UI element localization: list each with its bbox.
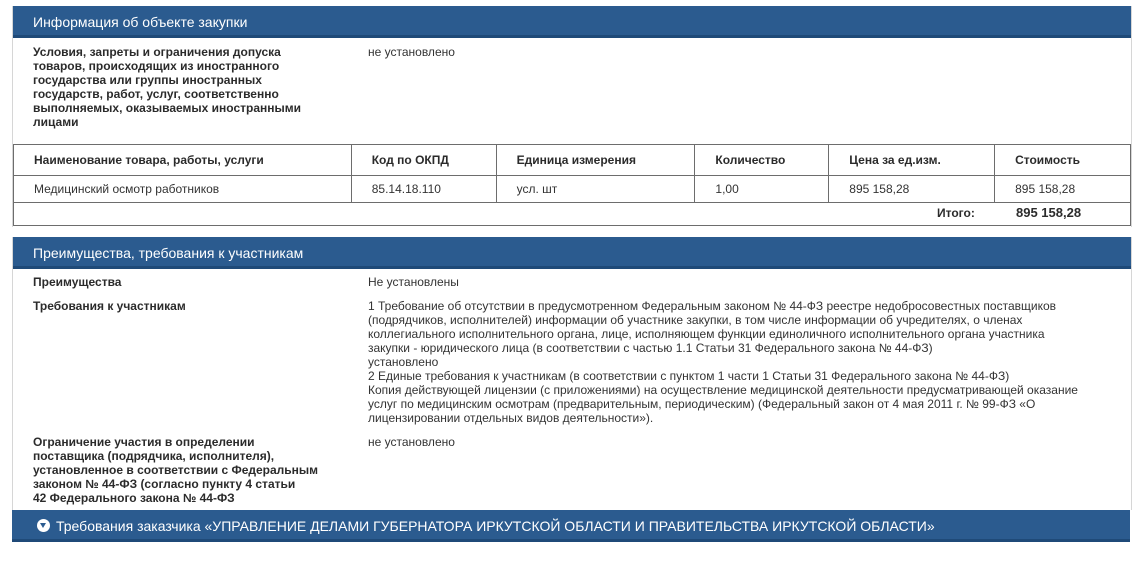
total-label: Итого: <box>937 206 975 220</box>
object-info-panel <box>12 6 1132 227</box>
col-header-price: Цена за ед.изм. <box>829 145 995 176</box>
cell-quantity: 1,00 <box>695 176 829 203</box>
advantages-header: Преимущества, требования к участникам <box>13 237 1131 269</box>
advantages-panel <box>12 237 1132 510</box>
cell-price: 895 158,28 <box>829 176 995 203</box>
total-row <box>13 201 1131 226</box>
conditions-value: не установлено <box>368 45 455 59</box>
customer-requirements-title: Требования заказчика «УПРАВЛЕНИЕ ДЕЛАМИ ГУБЕРНАТОРА ИРКУТСКОЙ ОБЛАСТИ И ПРАВИТЕЛЬСТВА ИРКУТСКОЙ ОБЛАСТИ» <box>56 518 935 534</box>
conditions-label: Условия, запреты и ограничения допуска товаров, происходящих из иностранного государства или группы иностранных государств, работ, услуг, соответственно выполняемых, оказываемых иностранными лицами <box>33 45 302 129</box>
col-header-name: Наименование товара, работы, услуги <box>14 145 352 176</box>
col-header-quantity: Количество <box>695 145 829 176</box>
requirements-value: 1 Требование об отсутствии в предусмотренном Федеральным законом № 44-ФЗ реестре недобросовестных поставщиков (подрядчиков, исполнителей) информации об участнике закупки, в том числе информации об учредителях, о членах коллегиального исполнительного органа, лице, исполняющем функции единоличного исполнительного органа участника закупки - юридического лица (в соответствии с частью 1.1 Статьи 31 Федерального закона № 44-ФЗ) установлено 2 Единые требования к участникам (в соответствии с пунктом 1 части 1 Статьи 31 Федерального закона № 44-ФЗ) Копия действующей лицензии (с приложениями) на осуществление медицинской деятельности предусматривающей оказание услуг по медицинским осмотрам (предварительным, периодическим) (Федеральный закон от 4 мая 2011 г. № 99-ФЗ «О лицензировании отдельных видов деятельности»). <box>368 299 1078 425</box>
cell-okpd: 85.14.18.110 <box>351 176 496 203</box>
col-header-cost: Стоимость <box>995 145 1131 176</box>
goods-table <box>13 144 1131 203</box>
advantages-label: Преимущества <box>33 275 122 289</box>
col-header-unit: Единица измерения <box>496 145 695 176</box>
table-header-row <box>14 145 1131 176</box>
requirements-label: Требования к участникам <box>33 299 186 313</box>
customer-requirements-toggle[interactable] <box>12 510 1130 542</box>
advantages-value: Не установлены <box>368 275 459 289</box>
col-header-okpd: Код по ОКПД <box>351 145 496 176</box>
object-info-header: Информация об объекте закупки <box>13 6 1131 38</box>
cell-cost: 895 158,28 <box>995 176 1131 203</box>
clipped-top-text <box>0 0 1147 5</box>
cell-name: Медицинский осмотр работников <box>14 176 352 203</box>
restriction-value: не установлено <box>368 435 455 449</box>
chevron-down-circle-icon <box>37 519 50 532</box>
total-value: 895 158,28 <box>1016 205 1082 220</box>
restriction-label: Ограничение участия в определении поставщика (подрядчика, исполнителя), установленное в соответствии с Федеральным законом № 44-ФЗ (согласно пункту 4 статьи 42 Федерального закона № 44-ФЗ <box>33 435 319 505</box>
cell-unit: усл. шт <box>496 176 695 203</box>
table-row <box>14 176 1131 203</box>
